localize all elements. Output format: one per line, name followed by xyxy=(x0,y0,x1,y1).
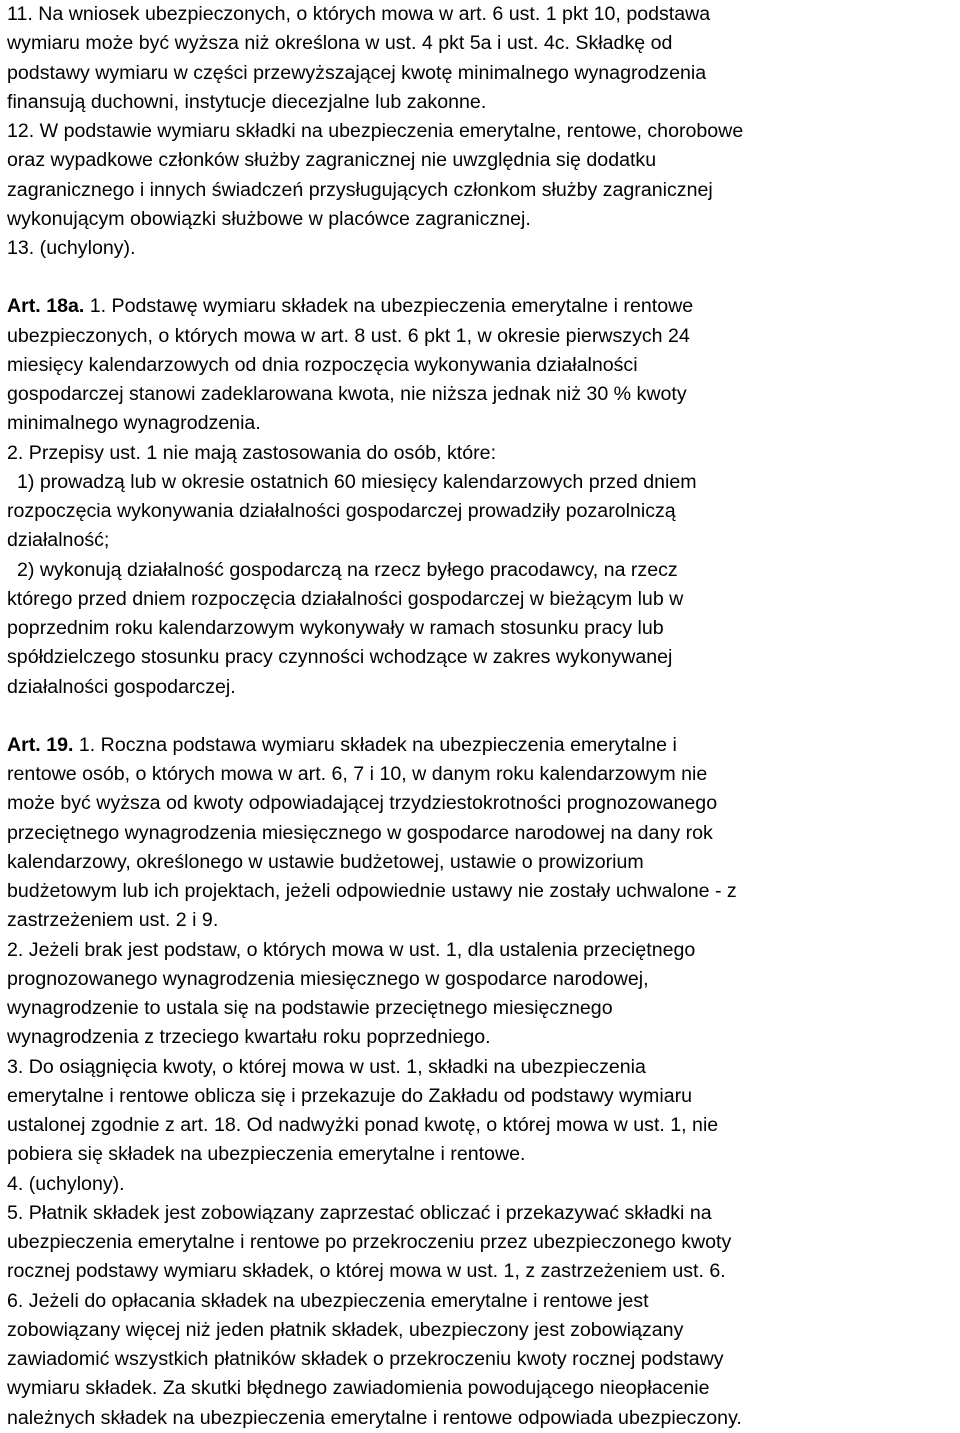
text-line: wynagrodzenie to ustala się na podstawie przeciętnego miesięcznego xyxy=(7,997,613,1019)
article-heading: Art. 19. xyxy=(7,733,74,756)
document-page xyxy=(7,0,957,1433)
text-line: ustalonej zgodnie z art. 18. Od nadwyżki ponad kwotę, o której mowa w ust. 1, nie xyxy=(7,1114,719,1136)
text-line: ubezpieczonych, o których mowa w art. 8 ust. 6 pkt 1, w okresie pierwszych 24 xyxy=(7,324,690,347)
text-line: 13. (uchylony). xyxy=(7,237,136,259)
text-line: rozpoczęcia wykonywania działalności gospodarczej prowadziły pozarolniczą xyxy=(7,500,676,522)
text-line: zastrzeżeniem ust. 2 i 9. xyxy=(7,909,219,932)
list-item-1: 1) prowadzą lub w okresie ostatnich 60 miesięcy kalendarzowych przed dniem xyxy=(17,470,697,493)
spacer xyxy=(7,702,957,731)
article-text: 1. Podstawę wymiaru składek na ubezpieczenia emerytalne i rentowe xyxy=(84,295,694,318)
text-line: działalność; xyxy=(7,529,110,552)
text-line: emerytalne i rentowe oblicza się i przekazuje do Zakładu od podstawy wymiaru xyxy=(7,1084,693,1107)
text-line: prognozowanego wynagrodzenia miesięcznego w gospodarce narodowej, xyxy=(7,967,649,990)
text-line: wymiaru może być wyższa niż określona w ust. 4 pkt 5a i ust. 4c. Składkę od xyxy=(7,32,673,55)
text-line: rocznej podstawy wymiaru składek, o której mowa w ust. 1, z zastrzeżeniem ust. 6. xyxy=(7,1260,726,1283)
text-line: finansują duchowni, instytucje diecezjalne lub zakonne. xyxy=(7,90,487,113)
text-line: 5. Płatnik składek jest zobowiązany zaprzestać obliczać i przekazywać składki na xyxy=(7,1201,712,1224)
text-line: zagranicznego i innych świadczeń przysługujących członkom służby zagranicznej xyxy=(7,178,713,201)
text-line: rentowe osób, o których mowa w art. 6, 7 i 10, w danym roku kalendarzowym nie xyxy=(7,763,708,785)
text-line: działalności gospodarczej. xyxy=(7,675,236,698)
text-line: 3. Do osiągnięcia kwoty, o której mowa w ust. 1, składki na ubezpieczenia xyxy=(7,1055,646,1078)
article-heading: Art. 18a. xyxy=(7,295,85,318)
text-line: podstawy wymiaru w części przewyższającej kwotę minimalnego wynagrodzenia xyxy=(7,61,707,84)
text-line: 11. Na wniosek ubezpieczonych, o których mowa w art. 6 ust. 1 pkt 10, podstawa xyxy=(7,3,711,25)
text-line: ubezpieczenia emerytalne i rentowe po przekroczeniu przez ubezpieczonego kwoty xyxy=(7,1231,732,1253)
paragraph-11 xyxy=(7,0,957,117)
article-19 xyxy=(7,731,957,1433)
text-line: gospodarczej stanowi zadeklarowana kwota, nie niższa jednak niż 30 % kwoty xyxy=(7,383,687,405)
text-line: miesięcy kalendarzowych od dnia rozpoczęcia wykonywania działalności xyxy=(7,353,638,376)
text-line: może być wyższa od kwoty odpowiadającej trzydziestokrotności prognozowanego xyxy=(7,792,718,815)
text-line: kalendarzowy, określonego w ustawie budżetowej, ustawie o prowizorium xyxy=(7,850,644,873)
paragraph-13 xyxy=(7,234,957,263)
text-line: budżetowym lub ich projektach, jeżeli odpowiednie ustawy nie zostały uchwalone - z xyxy=(7,880,737,902)
text-line: 6. Jeżeli do opłacania składek na ubezpieczenia emerytalne i rentowe jest xyxy=(7,1289,649,1312)
text-line: oraz wypadkowe członków służby zagranicznej nie uwzględnia się dodatku xyxy=(7,149,657,172)
list-item-2: 2) wykonują działalność gospodarczą na rzecz byłego pracodawcy, na rzecz xyxy=(17,558,678,581)
text-line: zobowiązany więcej niż jeden płatnik składek, ubezpieczony jest zobowiązany xyxy=(7,1318,684,1341)
text-line: 4. (uchylony). xyxy=(7,1172,125,1195)
text-line: pobiera się składek na ubezpieczenia emerytalne i rentowe. xyxy=(7,1143,526,1166)
text-line: minimalnego wynagrodzenia. xyxy=(7,412,261,435)
spacer xyxy=(7,263,957,292)
text-line: spółdzielczego stosunku pracy czynności wchodzące w zakres wykonywanej xyxy=(7,646,673,669)
text-line: którego przed dniem rozpoczęcia działalności gospodarczej w bieżącym lub w xyxy=(7,587,684,610)
text-line: 2. Jeżeli brak jest podstaw, o których mowa w ust. 1, dla ustalenia przeciętnego xyxy=(7,938,696,961)
text-line: 2. Przepisy ust. 1 nie mają zastosowania do osób, które: xyxy=(7,441,497,464)
text-line: wynagrodzenia z trzeciego kwartału roku poprzedniego. xyxy=(7,1026,491,1049)
article-18a xyxy=(7,292,957,702)
text-line xyxy=(7,731,957,760)
article-text: 1. Roczna podstawa wymiaru składek na ubezpieczenia emerytalne i xyxy=(73,733,677,756)
text-line: przeciętnego wynagrodzenia miesięcznego w gospodarce narodowej na dany rok xyxy=(7,821,713,844)
text-line: należnych składek na ubezpieczenia emerytalne i rentowe odpowiada ubezpieczony. xyxy=(7,1406,742,1429)
text-line: 12. W podstawie wymiaru składki na ubezpieczenia emerytalne, rentowe, chorobowe xyxy=(7,120,744,142)
text-line xyxy=(7,292,957,321)
text-line: zawiadomić wszystkich płatników składek o przekroczeniu kwoty rocznej podstawy xyxy=(7,1348,724,1370)
text-line: wymiaru składek. Za skutki błędnego zawiadomienia powodującego nieopłacenie xyxy=(7,1377,710,1400)
text-line: wykonującym obowiązki służbowe w placówce zagranicznej. xyxy=(7,207,531,230)
text-line: poprzednim roku kalendarzowym wykonywały w ramach stosunku pracy lub xyxy=(7,617,664,639)
paragraph-12 xyxy=(7,117,957,234)
